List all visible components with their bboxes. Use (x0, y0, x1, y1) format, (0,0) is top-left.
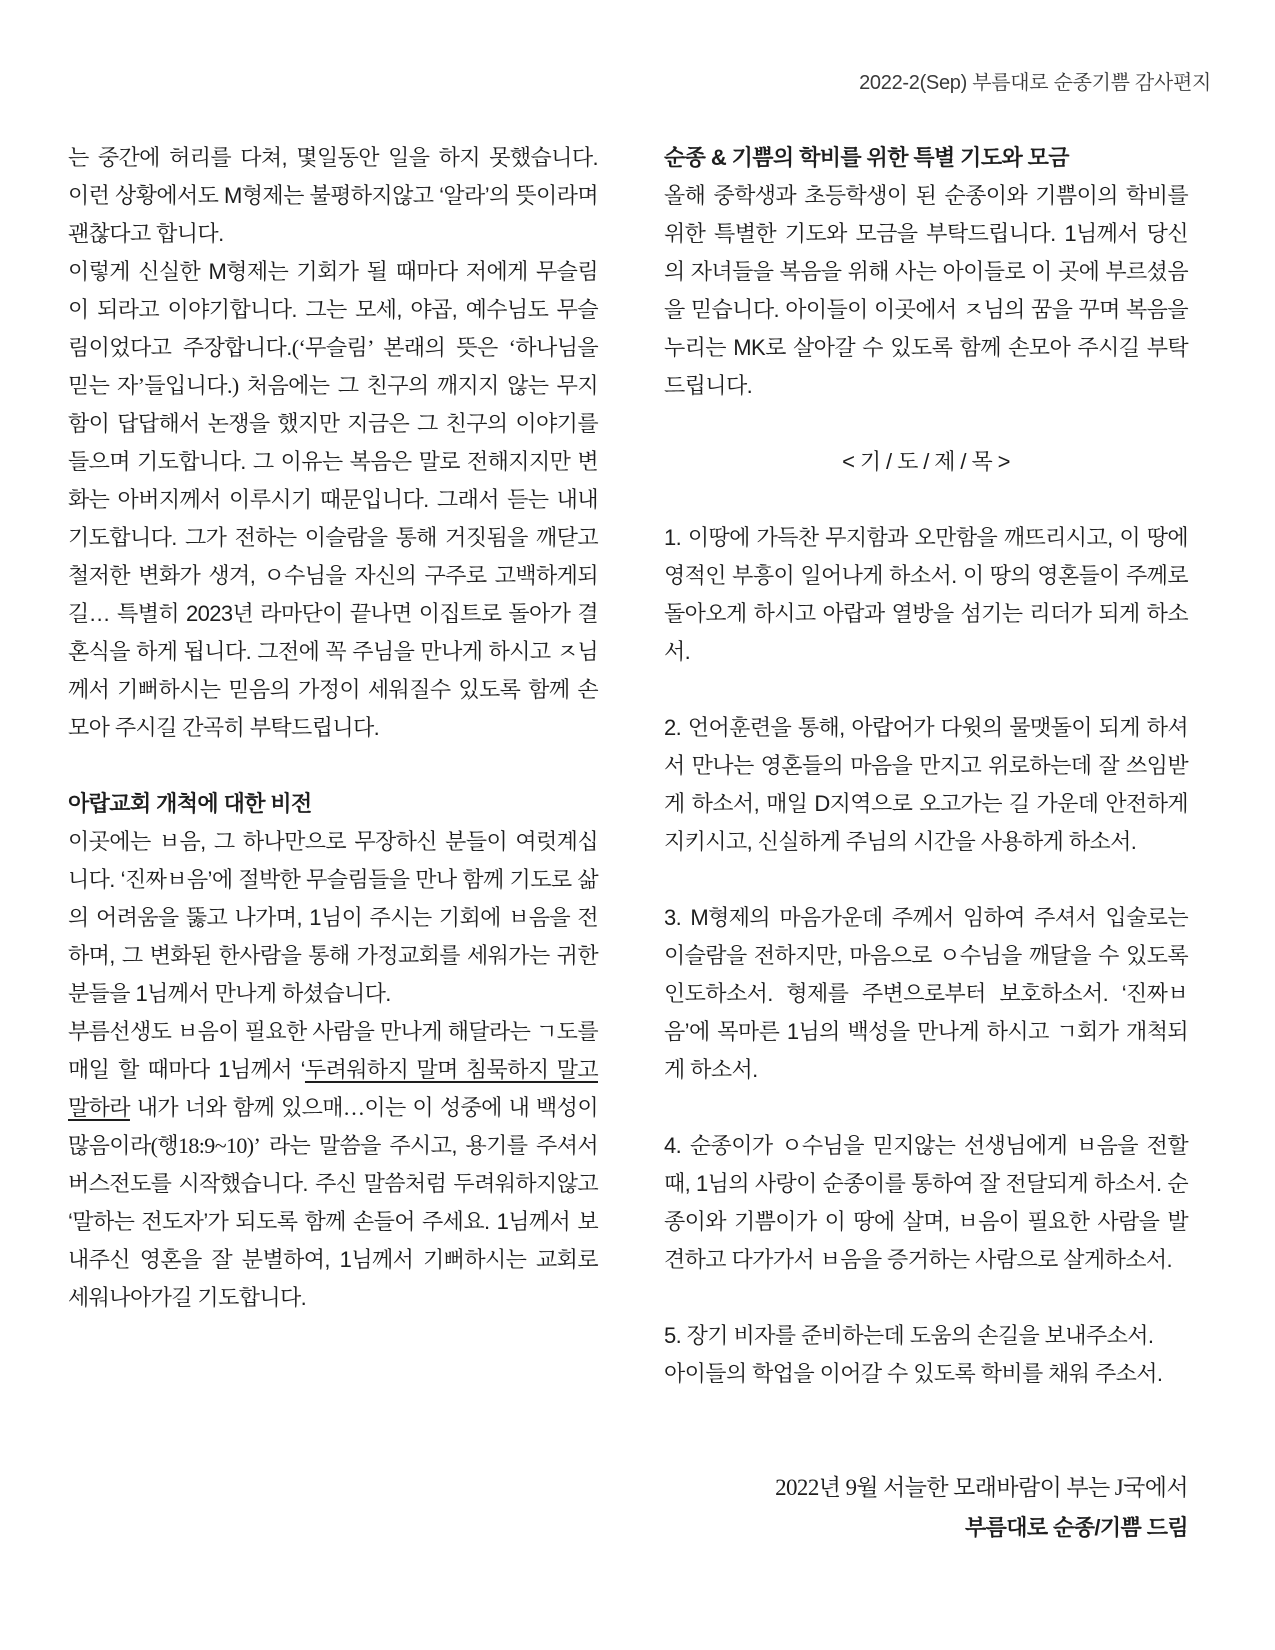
prayer-item-5 (664, 1317, 1188, 1393)
paragraph-note-serif: (‘무슬림’ 본래의 뜻은 ‘하나님을 믿는 자’들입니다.) (68, 335, 598, 398)
paragraph-text: 처음에는 그 친구의 깨지지 않는 무지함이 답답해서 논쟁을 했지만 지금은 그 친구의 이야기를 들으며 기도합니다. 그 이유는 복음은 말로 전해지지만 변화는 아버지께서 이루시기 때문입니다. 그래서 듣는 내내 기도합니다. 그가 전하는 이슬람을 통해 거짓됨을 깨닫고 철저한 변화가 생겨, ㅇ수님을 자신의 구주로 고백하게되길… 특별히 2023년 라마단이 끝나면 이집트로 돌아가 결혼식을 하게 됩니다. 그전에 꼭 주님을 만나게 하시고 ㅈ님께서 기뻐하시는 믿음의 가정이 세워질수 있도록 함께 손모아 주시길 간곡히 부탁드립니다. (68, 373, 598, 740)
prayer-item-5-line-1: 5. 장기 비자를 준비하는데 도움의 손길을 보내주소서. (664, 1323, 1154, 1348)
prayer-item-3: 3. M형제의 마음가운데 주께서 임하여 주셔서 입술로는 이슬람을 전하지만, 마음으로 ㅇ수님을 깨달을 수 있도록 인도하소서. 형제를 주변으로부터 보호하소서. ‘진짜ㅂ음’에 목마른 1님의 백성을 만나게 하시고 ㄱ회가 개척되게 하소서. (664, 905, 1188, 1082)
paragraph-text: 이렇게 신실한 M형제는 기회가 될 때마다 저에게 무슬림이 되라고 이야기합니다. 그는 모세, 야곱, 예수님도 무슬림이었다고 주장합니다. (68, 259, 598, 360)
paragraph-vision: 이곳에는 ㅂ음, 그 하나만으로 무장하신 분들이 여럿계십니다. ‘진짜ㅂ음’에 절박한 무슬림들을 만나 함께 기도로 삶의 어려움을 뚫고 나가며, 1님이 주시는 기회에 ㅂ음을 전하며, 그 변화된 한사람을 통해 가정교회를 세워가는 귀한 분들을 1님께서 만나게 하셨습니다. (68, 829, 598, 1006)
paragraph-text: 부름선생도 ㅂ음이 필요한 사람을 만나게 해달라는 ㄱ도를 매일 할 때마다 1님께서 ‘ (68, 1019, 598, 1082)
signoff-place-date: 2022년 9월 서늘한 모래바람이 부는 J국에서 (775, 1475, 1188, 1500)
section-heading-arab-church: 아랍교회 개척에 대한 비전 (68, 791, 312, 816)
left-column (68, 139, 598, 1317)
section-heading-tuition-fund: 순종 & 기쁨의 학비를 위한 특별 기도와 모금 (664, 145, 1069, 170)
prayer-item-2: 2. 언어훈련을 통해, 아랍어가 다윗의 물맷돌이 되게 하셔서 만나는 영혼들의 마음을 만지고 위로하는데 잘 쓰임받게 하소서, 매일 D지역으로 오고가는 길 가운데 안전하게 지키시고, 신실하게 주님의 시간을 사용하게 하소서. (664, 715, 1188, 854)
signoff-sender: 부름대로 순종/기쁨 드림 (964, 1515, 1188, 1540)
prayer-item-4: 4. 순종이가 ㅇ수님을 믿지않는 선생님에게 ㅂ음을 전할 때, 1님의 사랑이 순종이를 통하여 잘 전달되게 하소서. 순종이와 기쁨이가 이 땅에 살며, ㅂ음이 필요한 사람을 발견하고 다가가서 ㅂ음을 증거하는 사람으로 살게하소서. (664, 1133, 1188, 1272)
paragraph-injury: 는 중간에 허리를 다쳐, 몇일동안 일을 하지 못했습니다. 이런 상황에서도 M형제는 불평하지않고 ‘알라’의 뜻이라며 괜찮다고 합니다. (68, 145, 598, 246)
right-column (664, 139, 1188, 1547)
prayer-topics-title: < 기 / 도 / 제 / 목 > (842, 449, 1010, 474)
scripture-underlined: 두려워하지 말며 침묵하지 말고 말하라 (68, 1057, 598, 1120)
prayer-item-5-line-2: 아이들의 학업을 이어갈 수 있도록 학비를 채워 주소서. (664, 1361, 1163, 1386)
page-header-title: 2022-2(Sep) 부름대로 순종기쁨 감사편지 (859, 72, 1211, 94)
paragraph-bus-evangelism (68, 1013, 598, 1317)
prayer-item-1: 1. 이땅에 가득찬 무지함과 오만함을 깨뜨리시고, 이 땅에 영적인 부흥이 일어나게 하소서. 이 땅의 영혼들이 주께로 돌아오게 하시고 아랍과 열방을 섬기는 리더가 되게 하소서. (664, 525, 1188, 664)
signoff (664, 1469, 1188, 1547)
paragraph-text: 라는 말씀을 주시고, 용기를 주셔서 버스전도를 시작했습니다. 주신 말씀처럼 두려워하지않고 ‘말하는 전도자’가 되도록 함께 손들어 주세요. 1님께서 보내주신 영혼을 잘 분별하여, 1님께서 기뻐하시는 교회로 세워나아가길 기도합니다. (68, 1133, 598, 1310)
scripture-serif: 내가 너와 함께 있으매…이는 이 성중에 내 백성이 많음이라(행18:9~10)’ (68, 1095, 598, 1158)
paragraph-tuition-intro: 올해 중학생과 초등학생이 된 순종이와 기쁨이의 학비를 위한 특별한 기도와 모금을 부탁드립니다. 1님께서 당신의 자녀들을 복음을 위해 사는 아이들로 이 곳에 부르셨음을 믿습니다. 아이들이 이곳에서 ㅈ님의 꿈을 꾸며 복음을 누리는 MK로 살아갈 수 있도록 함께 손모아 주시길 부탁드립니다. (664, 183, 1188, 398)
paragraph-m-brother (68, 253, 598, 747)
